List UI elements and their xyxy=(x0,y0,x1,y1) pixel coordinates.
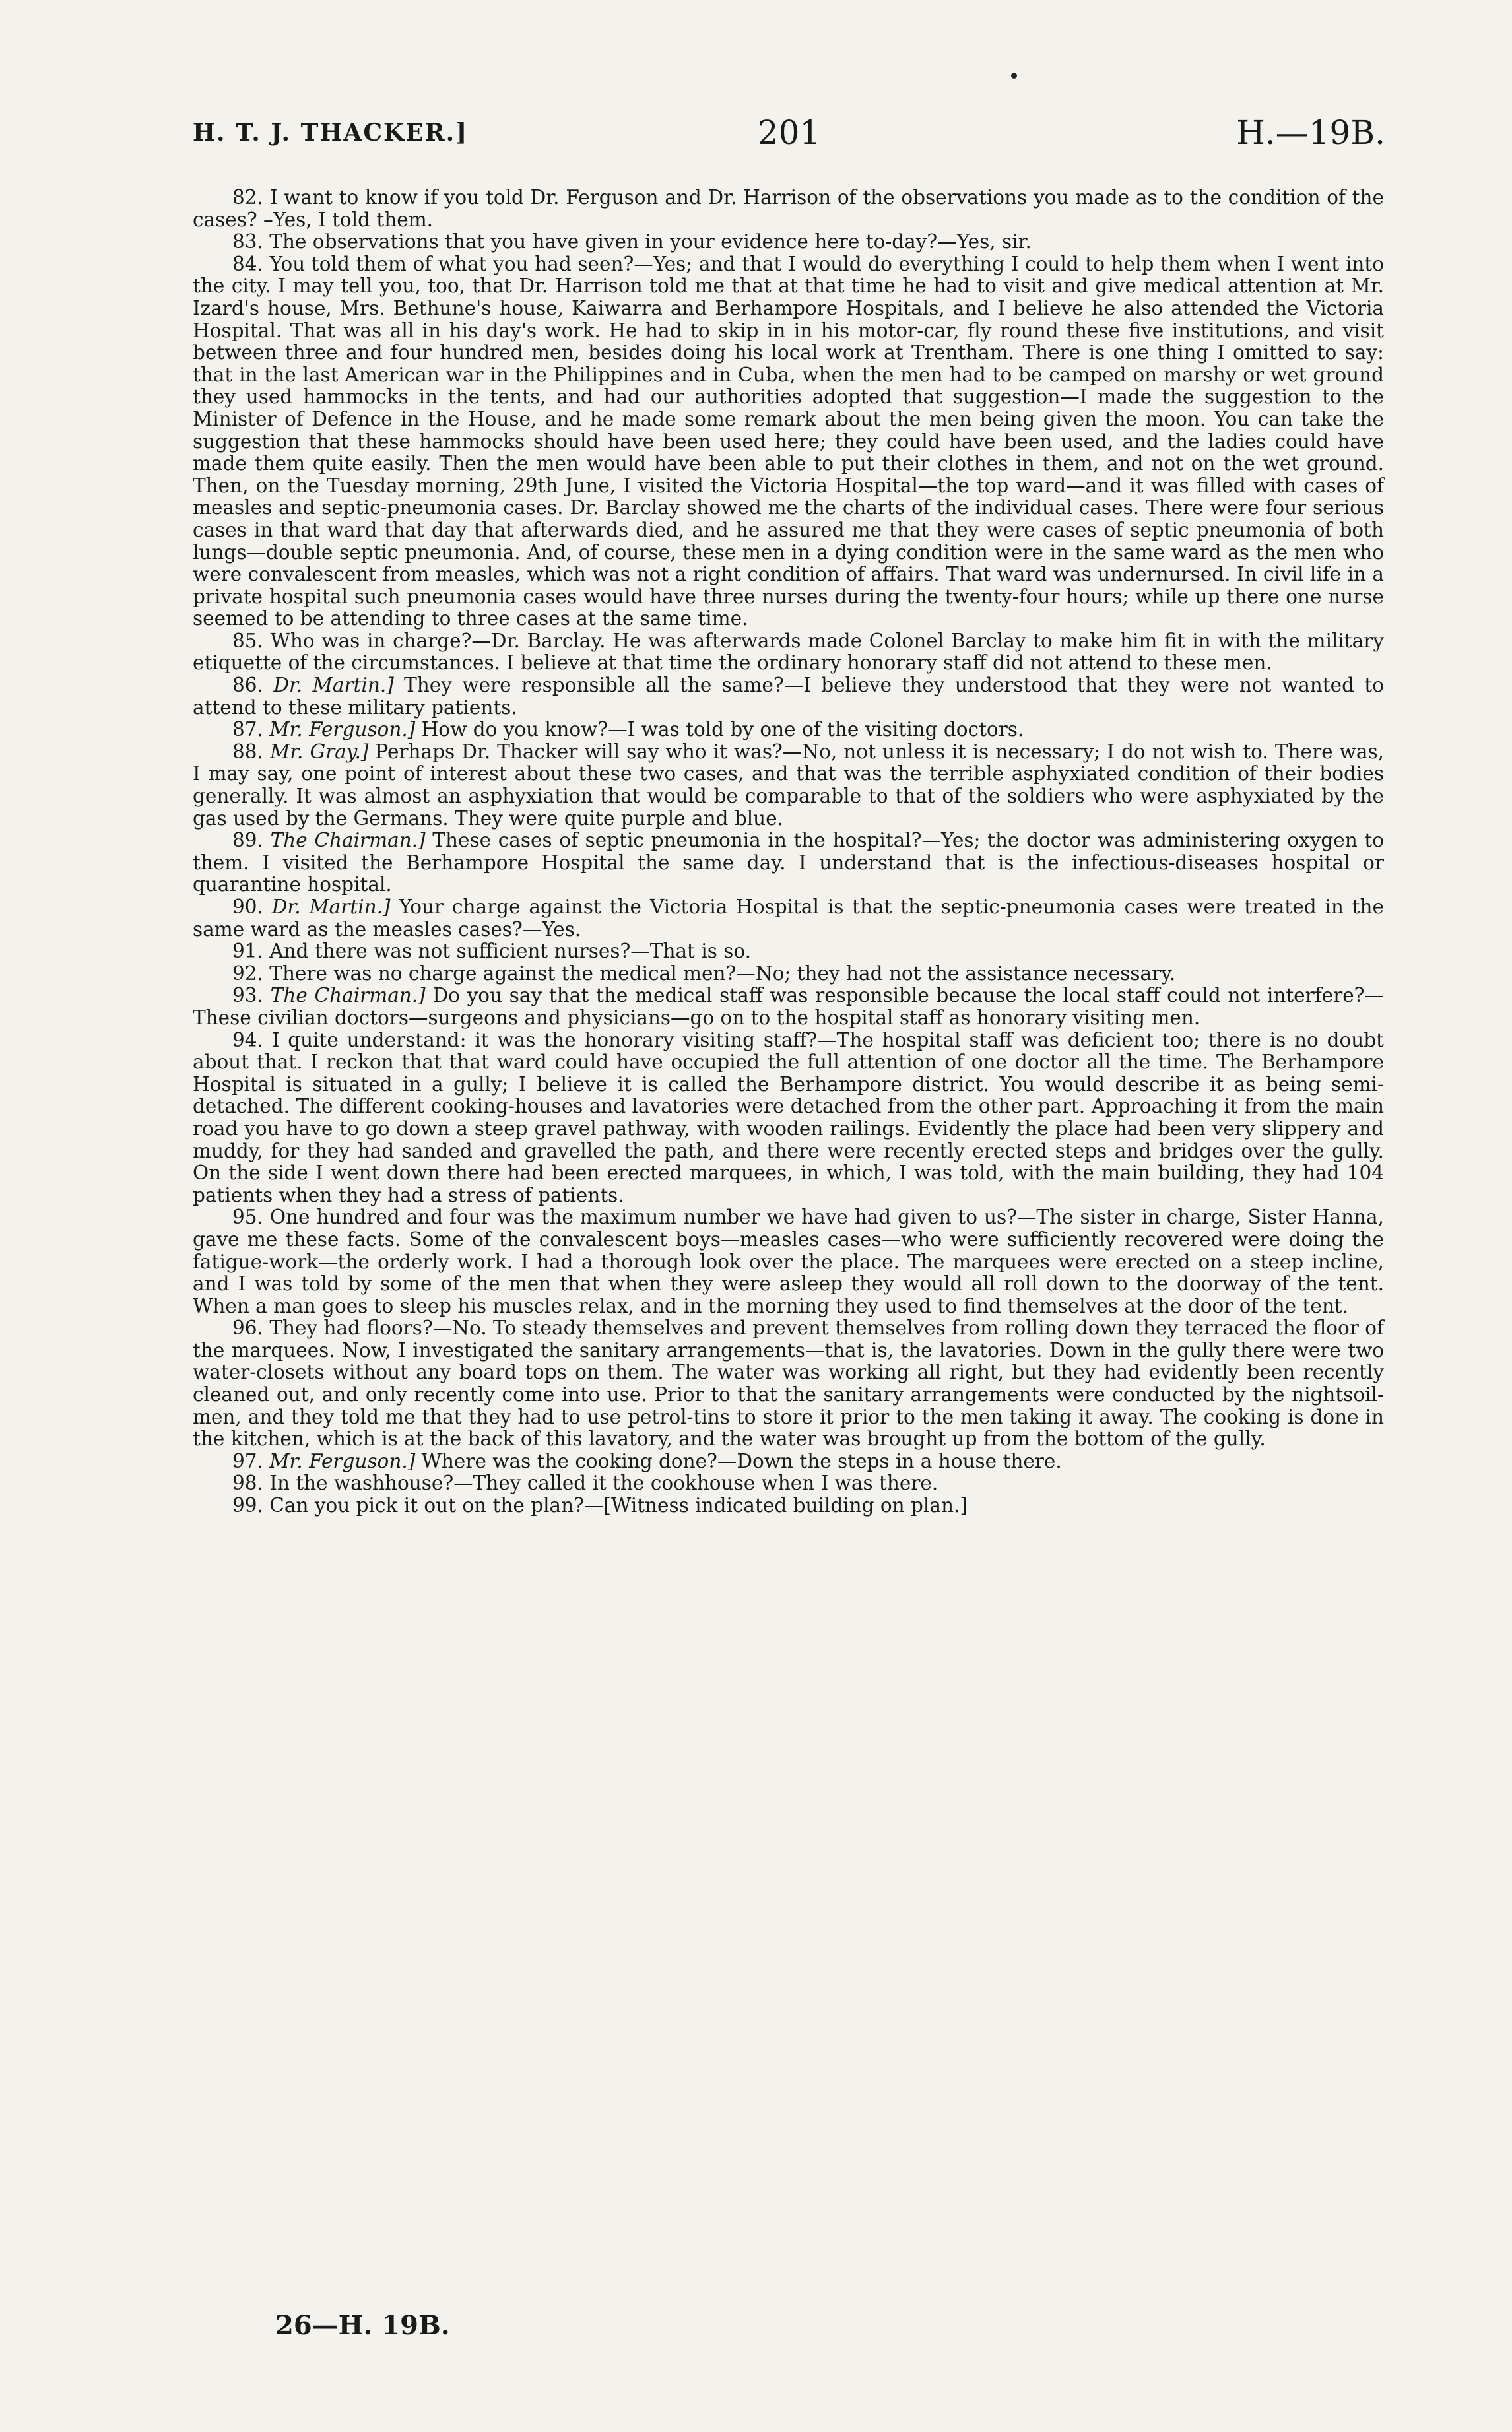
question-number: 89. xyxy=(232,829,271,852)
evidence-paragraph: 95. One hundred and four was the maximum number we have had given to us?—The sister in charge, Sister Hanna, gave me these facts. Some of the convalescent boys—measles cases—who were sufficiently recovered were doing the fatigue-work—the orderly work. I had a thorough look over the place. The marquees were erected on a steep incline, and I was told by some of the men that when they were asleep they would all roll down to the doorway of the tent. When a man goes to sleep his muscles relax, and in the morning they used to find themselves at the door of the tent. xyxy=(193,1206,1384,1317)
evidence-paragraph: 96. They had floors?—No. To steady themselves and prevent themselves from rolling down they terraced the floor of the marquees. Now, I investigated the sanitary arrangements—that is, the lavatories. Down in the gully there were two water-closets without any board tops on them. The water was working all right, but they had evidently been recently cleaned out, and only recently come into use. Prior to that the sanitary arrangements were conducted by the nightsoil-men, and they told me that they had to use petrol-tins to store it prior to the men taking it away. The cooking is done in the kitchen, which is at the back of this lavatory, and the water was brought up from the bottom of the gully. xyxy=(193,1317,1384,1451)
paragraph-text: Your charge against the Victoria Hospital is that the septic-pneumonia cases were treated in the same ward as the measles cases?—Yes. xyxy=(193,896,1384,940)
evidence-paragraph: 84. You told them of what you had seen?—Yes; and that I would do everything I could to help them when I went into the city. I may tell you, too, that Dr. Harrison told me that at that time he had to visit and give medical attention at Mr. Izard's house, Mrs. Bethune's house, Kaiwarra and Berhampore Hospitals, and I believe he also attended the Victoria Hospital. That was all in his day's work. He had to skip in in his motor-car, fly round these five institutions, and visit between three and four hundred men, besides doing his local work at Trentham. There is one thing I omitted to say: that in the last American war in the Philippines and in Cuba, when the men had to be camped on marshy or wet ground they used hammocks in the tents, and had our authorities adopted that suggestion—I made the suggestion to the Minister of Defence in the House, and he made some remark about the men being given the moon. You can take the suggestion that these hammocks should have been used here; they could have been used, and the ladies could have made them quite easily. Then the men would have been able to put their clothes in them, and not on the wet ground. Then, on the Tuesday morning, 29th June, I visited the Victoria Hospital—the top ward—and it was filled with cases of measles and septic-pneumonia cases. Dr. Barclay showed me the charts of the individual cases. There were four serious cases in that ward that day that afterwards died, and he assured me that they were cases of septic pneumonia of both lungs—double septic pneumonia. And, of course, these men in a dying condition were in the same ward as the men who were convalescent from measles, which was not a right condition of affairs. That ward was undernursed. In civil life in a private hospital such pneumonia cases would have three nurses during the twenty-four hours; while up there one nurse seemed to be attending to three cases at the same time. xyxy=(193,252,1384,630)
evidence-paragraph: 82. I want to know if you told Dr. Ferguson and Dr. Harrison of the observations you made as to the condition of the cases? –Yes, I told them. xyxy=(193,186,1384,231)
speaker-label: Mr. Gray.] xyxy=(269,740,369,763)
evidence-paragraph: 94. I quite understand: it was the honorary visiting staff?—The hospital staff was deficient too; there is no doubt about that. I reckon that that ward could have occupied the full attention of one doctor all the time. The Berhampore Hospital is situated in a gully; I believe it is called the Berhampore district. You would describe it as being semi-detached. The different cooking-houses and lavatories were detached from the other part. Approaching it from the main road you have to go down a steep gravel pathway, with wooden railings. Evidently the place had been very slippery and muddy, for they had sanded and gravelled the path, and there were recently erected steps and bridges over the gully. On the side I went down there had been erected marquees, in which, I was told, with the main building, they had 104 patients when they had a stress of patients. xyxy=(193,1028,1384,1206)
question-number: 93. xyxy=(232,984,271,1007)
paragraph-text: Do you say that the medical staff was responsible because the local staff could not interfere?—These civilian doctors—surgeons and physicians—go on to the hospital staff as honorary visiting men. xyxy=(193,984,1384,1029)
speaker-label: The Chairman.] xyxy=(270,829,426,852)
paragraph-text: They were responsible all the same?—I believe they understood that they were not wanted to attend to these military patients. xyxy=(193,674,1385,719)
evidence-paragraph xyxy=(193,985,1384,1029)
speaker-label: Mr. Ferguson.] xyxy=(269,718,416,741)
speaker-label: Dr. Martin.] xyxy=(271,896,391,918)
evidence-paragraph: 85. Who was in charge?—Dr. Barclay. He was afterwards made Colonel Barclay to make him fit in with the military etiquette of the circumstances. I believe at that time the ordinary honorary staff did not attend to these men. xyxy=(193,629,1384,674)
signature-footer: 26—H. 19B. xyxy=(275,2310,450,2341)
evidence-paragraph: 99. Can you pick it out on the plan?—[Witness indicated building on plan.] xyxy=(232,1494,968,1517)
question-number: 88. xyxy=(232,740,270,763)
evidence-paragraph: 91. And there was not sufficient nurses?—That is so. xyxy=(232,940,751,963)
paragraph-text: These cases of septic pneumonia in the hospital?—Yes; the doctor was administering oxygen to them. I visited the Berhampore Hospital the same day. I understand that is the infectious-diseases hospital or quarantine hospital. xyxy=(193,829,1385,896)
paragraph-text: Where was the cooking done?—Down the steps in a house there. xyxy=(415,1449,1062,1472)
evidence-paragraph xyxy=(193,830,1384,896)
question-number: 97. xyxy=(232,1449,270,1472)
evidence-paragraph xyxy=(193,741,1384,830)
speaker-label: Dr. Martin.] xyxy=(273,674,394,697)
question-number: 90. xyxy=(232,896,272,918)
evidence-paragraph xyxy=(193,1451,1384,1473)
speaker-label: Mr. Ferguson.] xyxy=(269,1449,416,1472)
paper-reference: H.—19B. xyxy=(1236,114,1385,152)
evidence-paragraph xyxy=(193,674,1384,719)
paragraph-text: Perhaps Dr. Thacker will say who it was?—No, not unless it is necessary; I do not wish to. There was, I may say, one point of interest about these two cases, and that was the terrible asphyxiated condition of their bodies generally. It was almost an asphyxiation that would be comparable to that of the soldiers who were asphyxiated by the gas used by the Germans. They were quite purple and blue. xyxy=(193,740,1384,830)
evidence-paragraph: 83. The observations that you have given in your evidence here to-day?—Yes, sir. xyxy=(232,230,1032,253)
witness-name: H. T. J. THACKER.] xyxy=(193,119,469,147)
speaker-label: The Chairman.] xyxy=(270,984,426,1007)
evidence-body xyxy=(193,187,1384,1517)
running-header xyxy=(193,114,1385,160)
ink-mark xyxy=(1011,73,1017,79)
page-number: 201 xyxy=(757,114,821,152)
evidence-paragraph: 98. In the washhouse?—They called it the cookhouse when I was there. xyxy=(232,1472,938,1495)
question-number: 87. xyxy=(232,718,270,741)
evidence-paragraph xyxy=(193,896,1384,940)
paragraph-text: How do you know?—I was told by one of the visiting doctors. xyxy=(415,718,1024,741)
question-number: 86. xyxy=(232,674,274,697)
evidence-paragraph xyxy=(193,719,1384,741)
evidence-paragraph: 92. There was no charge against the medical men?—No; they had not the assistance necessary. xyxy=(232,962,1176,985)
